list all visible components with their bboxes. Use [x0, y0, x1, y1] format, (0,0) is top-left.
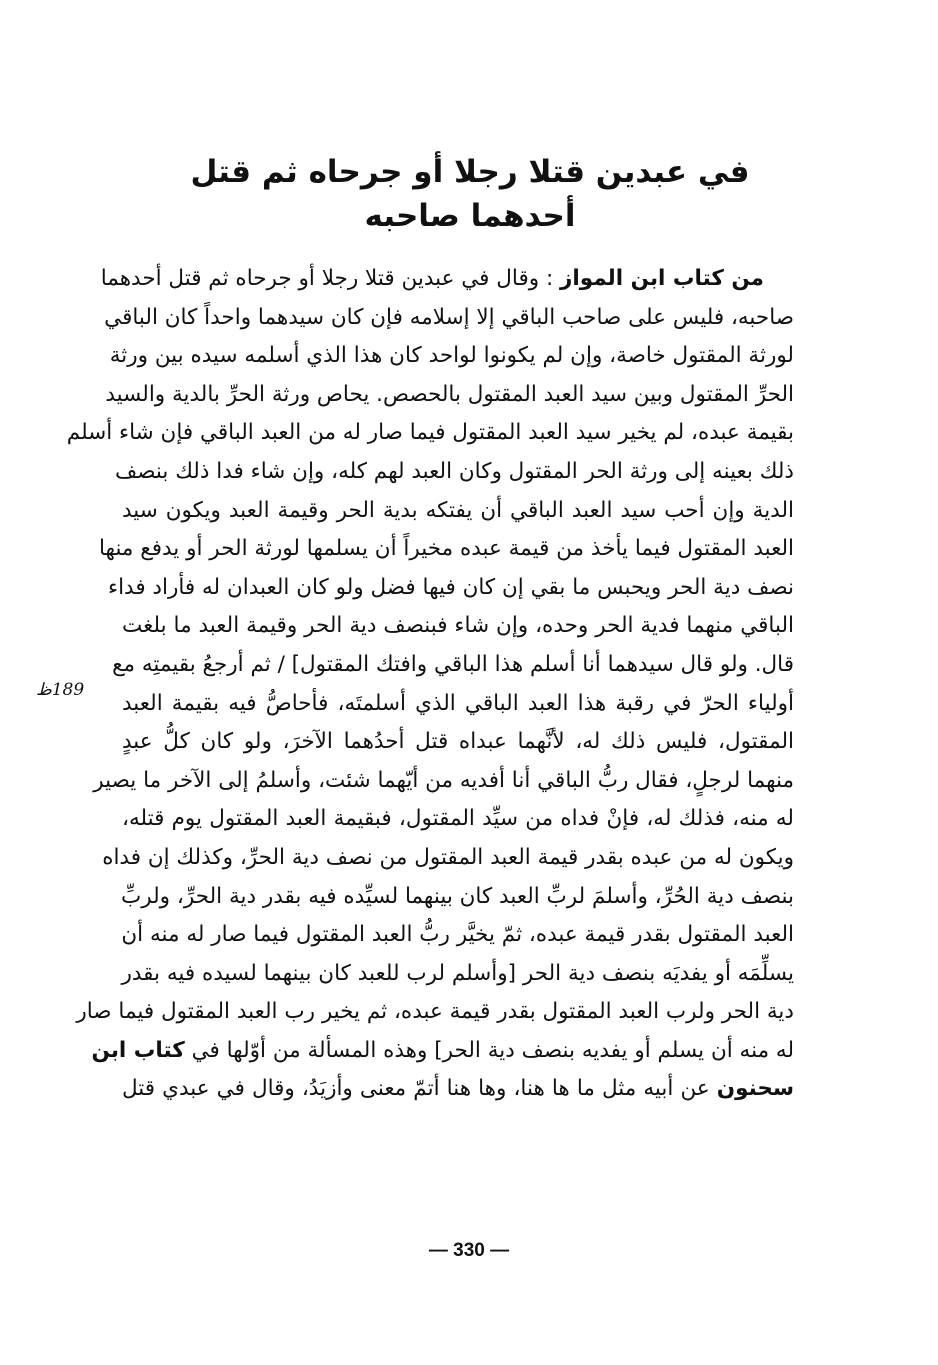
heading-line-1: في عبدين قتلا رجلا أو جرحاه ثم قتل: [190, 154, 750, 190]
text-line: [93, 762, 794, 801]
line-segment: قال. ولو قال سيدهما أنا أسلم هذا الباقي وافتك المقتول] / ثم أرجعُ بقيمتِه مع: [112, 651, 794, 677]
line-segment: ذلك بعينه إلى ورثة الحر المقتول وكان العبد لهم كله، وإن شاء فدا ذلك بنصف: [114, 458, 794, 484]
line-segment: نصف دية الحر ويحبس ما بقي إن كان فيها فضل ولو كان العبدان له فأراد فداء: [107, 574, 794, 600]
chapter-heading: [120, 150, 820, 238]
text-line: [104, 299, 794, 338]
text-line: [122, 800, 794, 839]
bold-citation: كتاب ابن: [91, 1037, 185, 1063]
line-segment: صاحبه، فليس على صاحب الباقي إلا إسلامه فإن كان سيدهما واحداً كان الباقي: [104, 304, 794, 330]
line-segment: : وقال في عبدين قتلا رجلا أو جرحاه ثم قتل أحدهما: [100, 266, 561, 291]
line-segment: العبد المقتول فيما يأخذ من قيمة عبده مخيراً أن يسلمها لورثة الحر أو يدفع منها: [98, 536, 794, 562]
text-line: [76, 993, 794, 1032]
text-line: [122, 723, 794, 762]
text-line: [122, 878, 794, 917]
line-segment: عن أبيه مثل ما ها هنا، وها هنا أتمّ معنى وأزيَدُ، وقال في عبدي قتل: [122, 1076, 717, 1102]
line-segment: ويكون له من عبده بقدر قيمة العبد المقتول من نصف دية الحرِّ، وكذلك إن فداه: [102, 844, 794, 870]
text-line: [122, 916, 794, 955]
text-line: [107, 569, 794, 608]
text-line: [122, 955, 794, 994]
line-segment: أولياء الحرّ في رقبة هذا العبد الباقي الذي أسلمتَه، فأحاصُّ فيه بقيمة العبد: [122, 690, 794, 716]
line-segment: الدية وإن أحب سيد العبد الباقي أن يفتكه بدية الحر وقيمة العبد ويكون سيد: [122, 497, 794, 523]
text-line: [112, 646, 794, 685]
line-segment: يسلِّمَه أو يفديَه بنصف دية الحر [وأسلم لرب للعبد كان بينهما لسيده فيه بقدر: [121, 960, 794, 986]
line-segment: له منه أن يسلم أو يفديه بنصف دية الحر] وهذه المسألة من أوّلها في: [184, 1037, 794, 1063]
text-line: [114, 453, 794, 492]
line-segment: الباقي منهما فدية الحر وحده، وإن شاء فبنصف دية الحر وقيمة العبد ما بلغت: [122, 613, 794, 639]
bold-citation: من كتاب ابن المواز: [560, 266, 764, 291]
page-number: — 330 —: [428, 1240, 510, 1261]
line-segment: له منه، فذلك له، فإنْ فداه من سيِّد المقتول، فبقيمة العبد المقتول يوم قتله،: [122, 806, 794, 832]
line-segment: بقيمة عبده، لم يخير سيد العبد المقتول فيما صار له من العبد الباقي فإن شاء أسلم: [66, 420, 794, 446]
bold-citation: سحنون: [716, 1076, 794, 1102]
text-line: [98, 530, 794, 569]
margin-folio-note: 189ظ: [36, 680, 85, 700]
text-line: [102, 839, 794, 878]
line-segment: العبد المقتول بقدر قيمة عبده، ثمّ يخيَّر ربُّ العبد المقتول فيما صار له منه أن: [121, 922, 794, 948]
line-segment: بنصف دية الحُرِّ، وأسلمَ لربِّ العبد كان بينهما لسيِّده فيه بقدر دية الحرِّ، ولربِّ: [121, 883, 794, 909]
text-line: [122, 492, 794, 531]
body-paragraph: [66, 260, 794, 1109]
text-line: [109, 337, 794, 376]
line-segment: المقتول، فليس ذلك له، لأنَّهما عبداه قتل أحدُهما الآخرَ، ولو كان كلُّ عبدٍ: [122, 729, 794, 755]
text-line: [122, 1070, 794, 1109]
line-segment: منهما لرجلٍ، فقال ربُّ الباقي أنا أفديه من أيّهما شئت، وأسلمُ إلى الآخر ما يصير: [93, 767, 794, 793]
text-line: [91, 1032, 794, 1071]
line-segment: لورثة المقتول خاصة، وإن لم يكونوا لواحد كان هذا الذي أسلمه سيده بين ورثة: [109, 343, 794, 369]
text-line: [66, 414, 794, 453]
text-line: [122, 607, 794, 646]
line-segment: الحرِّ المقتول وبين سيد العبد المقتول بالحصص. يحاص ورثة الحرِّ بالدية والسيد: [105, 381, 794, 407]
line-segment: دية الحر ولرب العبد المقتول بقدر قيمة عبده، ثم يخير رب العبد المقتول فيما صار: [76, 999, 794, 1025]
heading-line-2: أحدهما صاحبه: [364, 198, 576, 234]
text-line: [122, 685, 794, 724]
text-line: [100, 260, 794, 299]
text-line: [105, 376, 794, 415]
